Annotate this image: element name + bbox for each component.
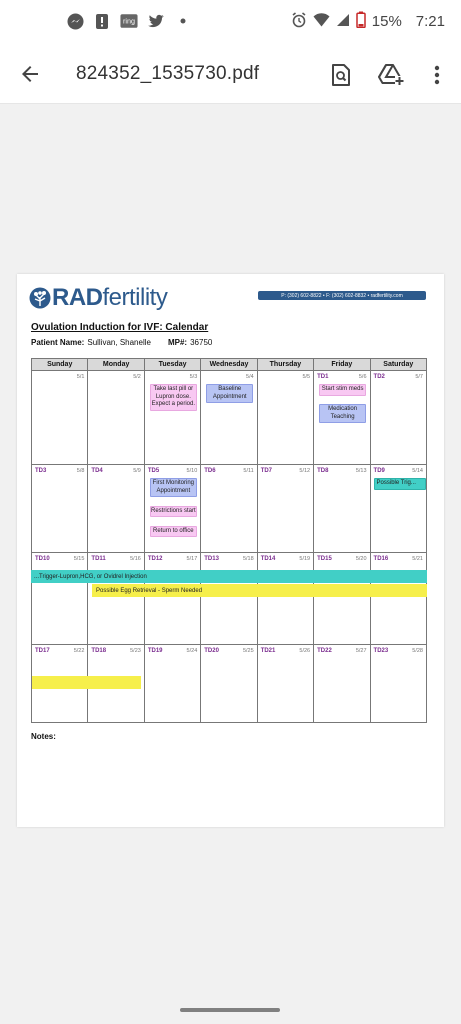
date-label: 5/14 <box>412 468 423 474</box>
treatment-day-label: TD22 <box>317 648 332 654</box>
back-arrow-icon[interactable] <box>18 62 42 86</box>
calendar-day-cell <box>32 371 88 465</box>
ring-icon <box>120 12 138 30</box>
find-in-document-icon[interactable] <box>328 62 354 88</box>
calendar-day-cell <box>314 553 370 645</box>
calendar-day-cell <box>88 465 144 553</box>
calendar-week-row <box>32 465 427 553</box>
day-header-sunday: Sunday <box>32 359 88 371</box>
treatment-day-label: TD20 <box>204 648 219 654</box>
calendar-day-cell <box>88 371 144 465</box>
logo-tree-icon <box>29 287 51 309</box>
date-label: 5/17 <box>186 556 198 562</box>
treatment-day-label: TD21 <box>260 648 276 654</box>
document-title: Ovulation Induction for IVF: Calendar <box>31 322 209 333</box>
calendar-table <box>31 358 427 723</box>
date-label: 5/9 <box>133 468 141 474</box>
calendar-day-cell <box>144 465 200 553</box>
status-right <box>291 11 445 32</box>
calendar-event: Start stim meds <box>319 384 366 396</box>
treatment-day-label: TD18 <box>91 648 107 654</box>
app-bar <box>0 46 461 104</box>
calendar-event: Restrictions start <box>150 506 197 518</box>
calendar-day-cell <box>370 553 426 645</box>
add-to-drive-icon[interactable] <box>378 62 404 88</box>
file-title: 824352_1535730.pdf <box>76 63 260 84</box>
treatment-day-label: TD16 <box>373 556 389 562</box>
day-header-wednesday: Wednesday <box>201 359 257 371</box>
treatment-day-label: TD7 <box>260 468 273 474</box>
date-label: 5/18 <box>242 556 254 562</box>
treatment-day-label: TD2 <box>373 374 385 380</box>
calendar-day-cell <box>32 465 88 553</box>
calendar-body <box>32 371 427 723</box>
calendar-day-cell <box>257 371 313 465</box>
date-label: 5/22 <box>73 648 85 654</box>
date-label: 5/8 <box>76 468 85 474</box>
treatment-day-label: TD6 <box>204 468 216 474</box>
svg-text:ring: ring <box>123 16 135 26</box>
calendar-event: Medication Teaching <box>319 404 366 423</box>
logo-prefix: RAD <box>52 284 103 311</box>
date-label: 5/1 <box>76 374 85 380</box>
day-header-tuesday: Tuesday <box>144 359 200 371</box>
calendar-day-cell <box>201 371 257 465</box>
day-header-saturday: Saturday <box>370 359 426 371</box>
date-label: 5/5 <box>302 374 311 380</box>
treatment-day-label: TD19 <box>147 648 163 654</box>
calendar-event: Return to office <box>150 526 197 538</box>
calendar-event: Possible Trig... <box>374 478 426 490</box>
calendar-day-cell <box>201 645 257 723</box>
contact-banner: P: (302) 602-8822 • F: (302) 602-8832 • radfertility.com <box>258 291 426 300</box>
date-label: 5/4 <box>246 374 254 380</box>
treatment-day-label: TD4 <box>91 468 103 474</box>
treatment-day-label: TD23 <box>373 648 389 654</box>
date-label: 5/10 <box>186 468 198 474</box>
battery-icon <box>356 11 366 32</box>
calendar-day-cell <box>144 371 200 465</box>
calendar-event: Baseline Appointment <box>206 384 253 403</box>
radfertility-logo <box>29 285 167 311</box>
calendar-day-cell <box>314 465 370 553</box>
treatment-day-label: TD1 <box>317 374 329 380</box>
patient-info <box>31 338 212 347</box>
dot-icon <box>174 12 192 30</box>
date-label: 5/27 <box>355 648 367 654</box>
trigger-injection-bar: ...Trigger-Lupron,HCG, or Ovidrel Injection <box>31 570 427 583</box>
calendar-week-row <box>32 553 427 645</box>
mp-value: 36750 <box>190 338 213 347</box>
date-label: 5/25 <box>242 648 254 654</box>
calendar-header-row <box>32 359 427 371</box>
date-label: 5/6 <box>358 374 367 380</box>
logo-suffix: fertility <box>102 284 168 311</box>
status-bar <box>0 0 461 46</box>
egg-retrieval-bar: Possible Egg Retrieval - Sperm Needed <box>92 584 427 597</box>
patient-name: Sullivan, Shanelle <box>87 338 151 347</box>
calendar-day-cell <box>257 553 313 645</box>
date-label: 5/21 <box>412 556 423 562</box>
notification-icons <box>66 12 192 30</box>
day-header-thursday: Thursday <box>257 359 313 371</box>
calendar-day-cell <box>370 645 426 723</box>
treatment-day-label: TD15 <box>317 556 332 562</box>
twitter-icon <box>147 12 165 30</box>
treatment-day-label: TD10 <box>35 556 50 562</box>
calendar-day-cell <box>257 465 313 553</box>
treatment-day-label: TD13 <box>204 556 219 562</box>
notification-icon <box>93 12 111 30</box>
calendar-day-cell <box>144 645 200 723</box>
treatment-day-label: TD8 <box>317 468 329 474</box>
pdf-page[interactable] <box>17 274 444 827</box>
day-header-monday: Monday <box>88 359 144 371</box>
signal-icon <box>336 13 350 31</box>
treatment-day-label: TD9 <box>373 468 385 474</box>
wifi-icon <box>313 13 330 31</box>
date-label: 5/24 <box>186 648 198 654</box>
clock: 7:21 <box>415 13 445 30</box>
treatment-day-label: TD5 <box>147 468 160 474</box>
treatment-day-label: TD3 <box>35 468 47 474</box>
calendar-day-cell <box>314 645 370 723</box>
treatment-day-label: TD14 <box>260 556 276 562</box>
date-label: 5/2 <box>133 374 141 380</box>
more-options-icon[interactable] <box>424 62 450 88</box>
date-label: 5/13 <box>355 468 367 474</box>
calendar-day-cell <box>201 553 257 645</box>
calendar-day-cell <box>314 371 370 465</box>
calendar-day-cell <box>32 553 88 645</box>
calendar-day-cell <box>144 553 200 645</box>
mp-label: MP#: <box>167 338 188 347</box>
calendar-day-cell <box>370 465 426 553</box>
calendar-day-cell <box>201 465 257 553</box>
date-label: 5/28 <box>412 648 423 654</box>
patient-label: Patient Name: <box>31 338 85 347</box>
calendar-day-cell <box>88 553 144 645</box>
calendar-day-cell <box>370 371 426 465</box>
date-label: 5/12 <box>299 468 311 474</box>
gesture-nav-bar[interactable] <box>180 1008 280 1012</box>
calendar-week-row <box>32 371 427 465</box>
date-label: 5/16 <box>130 556 141 562</box>
calendar-event: First Monitoring Appointment <box>150 478 197 497</box>
treatment-day-label: TD17 <box>35 648 50 654</box>
date-label: 5/15 <box>73 556 85 562</box>
logo-text <box>52 285 167 311</box>
date-label: 5/19 <box>299 556 311 562</box>
calendar-day-cell <box>257 645 313 723</box>
date-label: 5/23 <box>130 648 141 654</box>
battery-percent: 15% <box>371 13 402 30</box>
day-header-friday: Friday <box>314 359 370 371</box>
calendar-event: Take last pill or Lupron dose. Expect a period. <box>150 384 197 411</box>
alarm-icon <box>291 12 307 32</box>
date-label: 5/11 <box>243 468 254 474</box>
notes-label: Notes: <box>31 732 56 741</box>
treatment-day-label: TD11 <box>91 556 106 562</box>
messenger-icon <box>66 12 84 30</box>
week4-yellow-bar <box>32 676 141 689</box>
date-label: 5/3 <box>189 374 198 380</box>
date-label: 5/20 <box>355 556 367 562</box>
date-label: 5/26 <box>299 648 311 654</box>
treatment-day-label: TD12 <box>147 556 163 562</box>
date-label: 5/7 <box>415 374 423 380</box>
